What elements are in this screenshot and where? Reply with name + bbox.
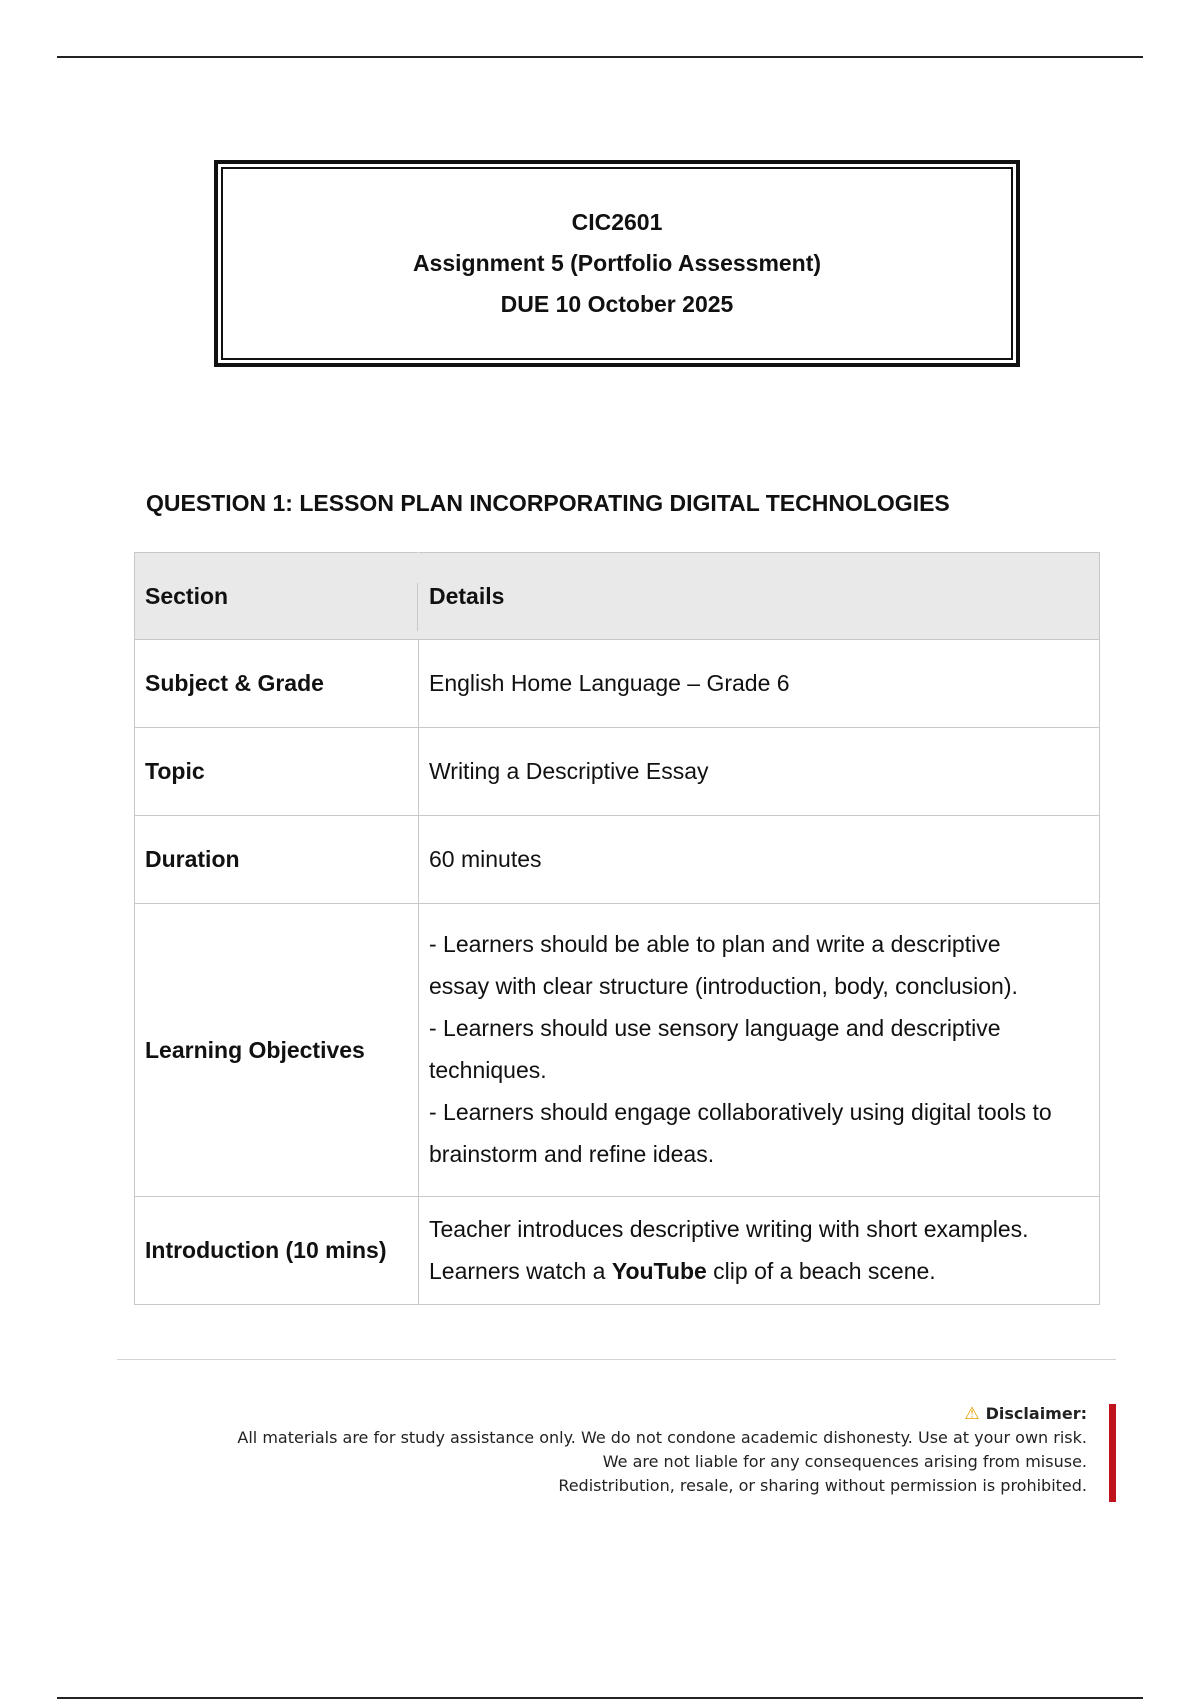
disclaimer-heading: Disclaimer: <box>985 1404 1087 1423</box>
table-row <box>135 640 1100 728</box>
row-value-learning-objectives <box>419 904 1100 1197</box>
question-heading: QUESTION 1: LESSON PLAN INCORPORATING DIGITAL TECHNOLOGIES <box>146 490 950 516</box>
disclaimer-line: Redistribution, resale, or sharing without permission is prohibited. <box>558 1476 1087 1495</box>
disclaimer-line: All materials are for study assistance only. We do not condone academic dishonesty. Use at your own risk. <box>237 1428 1087 1447</box>
introduction-text: Learners watch a <box>429 1258 612 1284</box>
introduction-line <box>429 1250 1089 1292</box>
column-header-details: Details <box>419 553 1100 640</box>
column-header-section: Section <box>135 553 419 640</box>
objective-line: essay with clear structure (introduction, body, conclusion). <box>429 973 1018 999</box>
row-value-duration: 60 minutes <box>419 816 1100 904</box>
assignment-title: Assignment 5 (Portfolio Assessment) <box>412 250 822 276</box>
objective-line: - Learners should use sensory language and descriptive <box>429 1015 1001 1041</box>
table-row <box>135 904 1100 1197</box>
disclaimer <box>237 1402 1087 1498</box>
row-value-introduction <box>419 1197 1100 1305</box>
row-label-introduction: Introduction (10 mins) <box>135 1197 419 1305</box>
bottom-rule <box>57 1697 1143 1699</box>
disclaimer-heading-row <box>237 1402 1087 1426</box>
table-row <box>135 1197 1100 1305</box>
objective-line: brainstorm and refine ideas. <box>429 1141 715 1167</box>
warning-icon: ⚠ <box>964 1404 980 1424</box>
youtube-label: YouTube <box>611 1258 707 1284</box>
table-row <box>135 728 1100 816</box>
row-label-duration: Duration <box>135 816 419 904</box>
row-label-learning-objectives: Learning Objectives <box>135 904 419 1197</box>
footer-divider <box>117 1359 1116 1360</box>
introduction-text: clip of a beach scene. <box>706 1258 936 1284</box>
disclaimer-line: We are not liable for any consequences arising from misuse. <box>602 1452 1087 1471</box>
row-value-subject-grade: English Home Language – Grade 6 <box>419 640 1100 728</box>
table-row <box>135 816 1100 904</box>
title-box-inner <box>221 167 1013 360</box>
disclaimer-accent-bar <box>1109 1404 1116 1502</box>
introduction-line: Teacher introduces descriptive writing with short examples. <box>429 1216 1029 1242</box>
row-label-subject-grade: Subject & Grade <box>135 640 419 728</box>
objective-line: techniques. <box>429 1057 547 1083</box>
lesson-plan-table <box>134 552 1100 1305</box>
top-rule <box>57 56 1143 58</box>
table-header-row <box>135 553 1100 640</box>
title-box <box>214 160 1020 367</box>
course-code: CIC2601 <box>571 209 663 235</box>
due-date: DUE 10 October 2025 <box>500 291 734 317</box>
row-value-topic: Writing a Descriptive Essay <box>419 728 1100 816</box>
objective-line: - Learners should be able to plan and write a descriptive <box>429 931 1001 957</box>
objective-line: - Learners should engage collaboratively using digital tools to <box>429 1099 1052 1125</box>
row-label-topic: Topic <box>135 728 419 816</box>
